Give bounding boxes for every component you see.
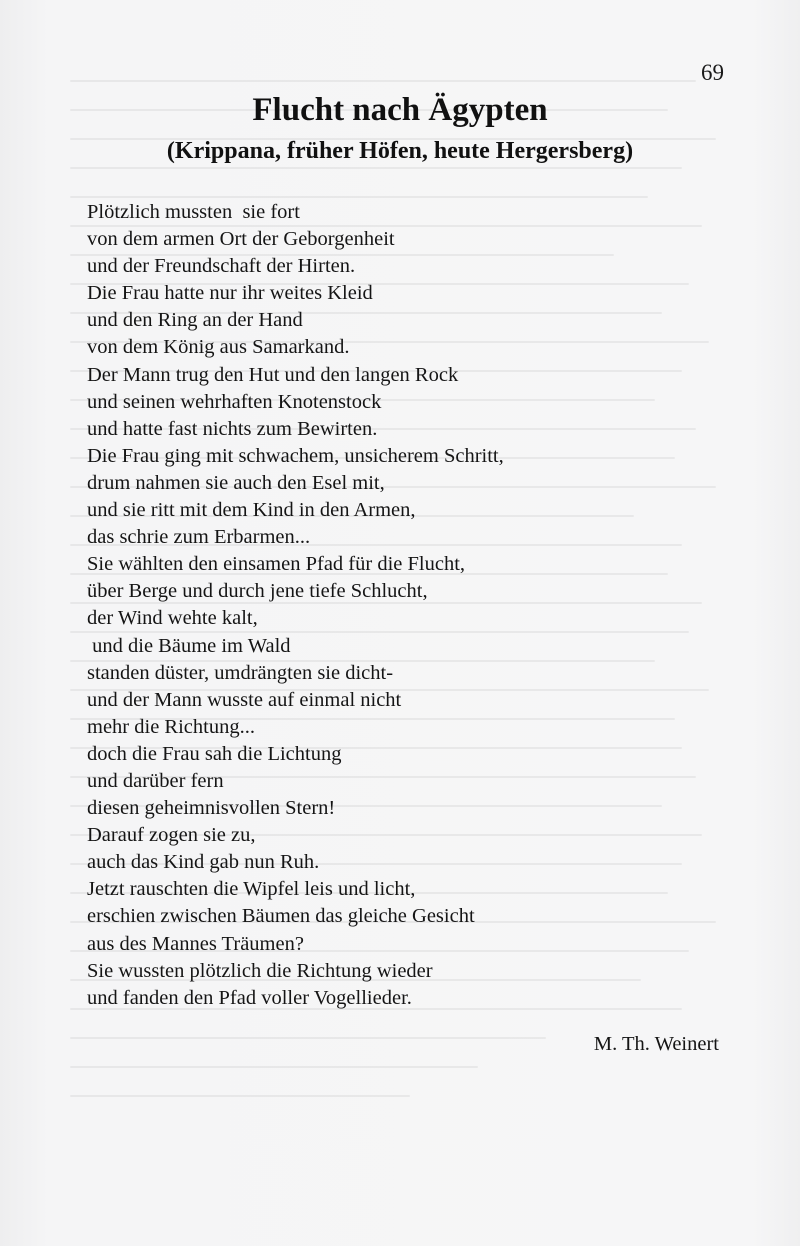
- bleed-line: [70, 196, 648, 198]
- poem-line: erschien zwischen Bäumen das gleiche Gesicht: [87, 905, 475, 928]
- poem-line: von dem armen Ort der Geborgenheit: [87, 228, 395, 251]
- poem-line: Plötzlich mussten sie fort: [87, 201, 300, 223]
- poem-line: mehr die Richtung...: [87, 715, 255, 738]
- poem-line: Jetzt rauschten die Wipfel leis und licht,: [87, 878, 416, 901]
- poem-line: aus des Mannes Träumen?: [87, 932, 304, 955]
- bleed-line: [70, 1037, 546, 1039]
- poem-line: das schrie zum Erbarmen...: [87, 526, 311, 549]
- poem-line: Die Frau hatte nur ihr weites Kleid: [87, 282, 373, 305]
- poem-line: Sie wählten den einsamen Pfad für die Flucht,: [87, 553, 466, 576]
- poem-line: und hatte fast nichts zum Bewirten.: [87, 417, 378, 440]
- poem-body: [87, 199, 647, 1012]
- poem-line: diesen geheimnisvollen Stern!: [87, 797, 336, 820]
- poem-line: Sie wussten plötzlich die Richtung wieder: [87, 959, 433, 982]
- poem-line: und der Mann wusste auf einmal nicht: [87, 688, 402, 711]
- poem-line: drum nahmen sie auch den Esel mit,: [87, 471, 385, 494]
- poem-line: von dem König aus Samarkand.: [87, 336, 350, 359]
- poem-line: und darüber fern: [87, 769, 224, 792]
- poem-line: der Wind wehte kalt,: [87, 607, 258, 630]
- poem-line: Darauf zogen sie zu,: [87, 824, 256, 847]
- poem-line: und den Ring an der Hand: [87, 309, 303, 332]
- poem-line: und die Bäume im Wald: [87, 634, 291, 657]
- poem-title: Flucht nach Ägypten: [252, 92, 548, 128]
- bleed-line: [70, 1095, 410, 1097]
- poem-line: und sie ritt mit dem Kind in den Armen,: [87, 499, 416, 522]
- bleed-line: [70, 167, 682, 169]
- poem-line: über Berge und durch jene tiefe Schlucht,: [87, 580, 428, 603]
- poem-line: doch die Frau sah die Lichtung: [87, 742, 342, 765]
- poem-line: und der Freundschaft der Hirten.: [87, 255, 356, 278]
- poem-line: Die Frau ging mit schwachem, unsicherem Schritt,: [87, 444, 504, 467]
- poem-line: Der Mann trug den Hut und den langen Rock: [87, 363, 459, 386]
- poem-line: standen düster, umdrängten sie dicht-: [87, 661, 394, 684]
- bleed-line: [70, 1066, 478, 1068]
- poem-author: M. Th. Weinert: [593, 1033, 719, 1055]
- poem-line: auch das Kind gab nun Ruh.: [87, 851, 320, 874]
- bleed-line: [70, 80, 696, 82]
- poem-line: und seinen wehrhaften Knotenstock: [87, 390, 382, 413]
- poem-line: und fanden den Pfad voller Vogellieder.: [87, 986, 412, 1009]
- page-number: 69: [701, 60, 724, 85]
- poem-subtitle: (Krippana, früher Höfen, heute Hergersberg): [166, 138, 634, 164]
